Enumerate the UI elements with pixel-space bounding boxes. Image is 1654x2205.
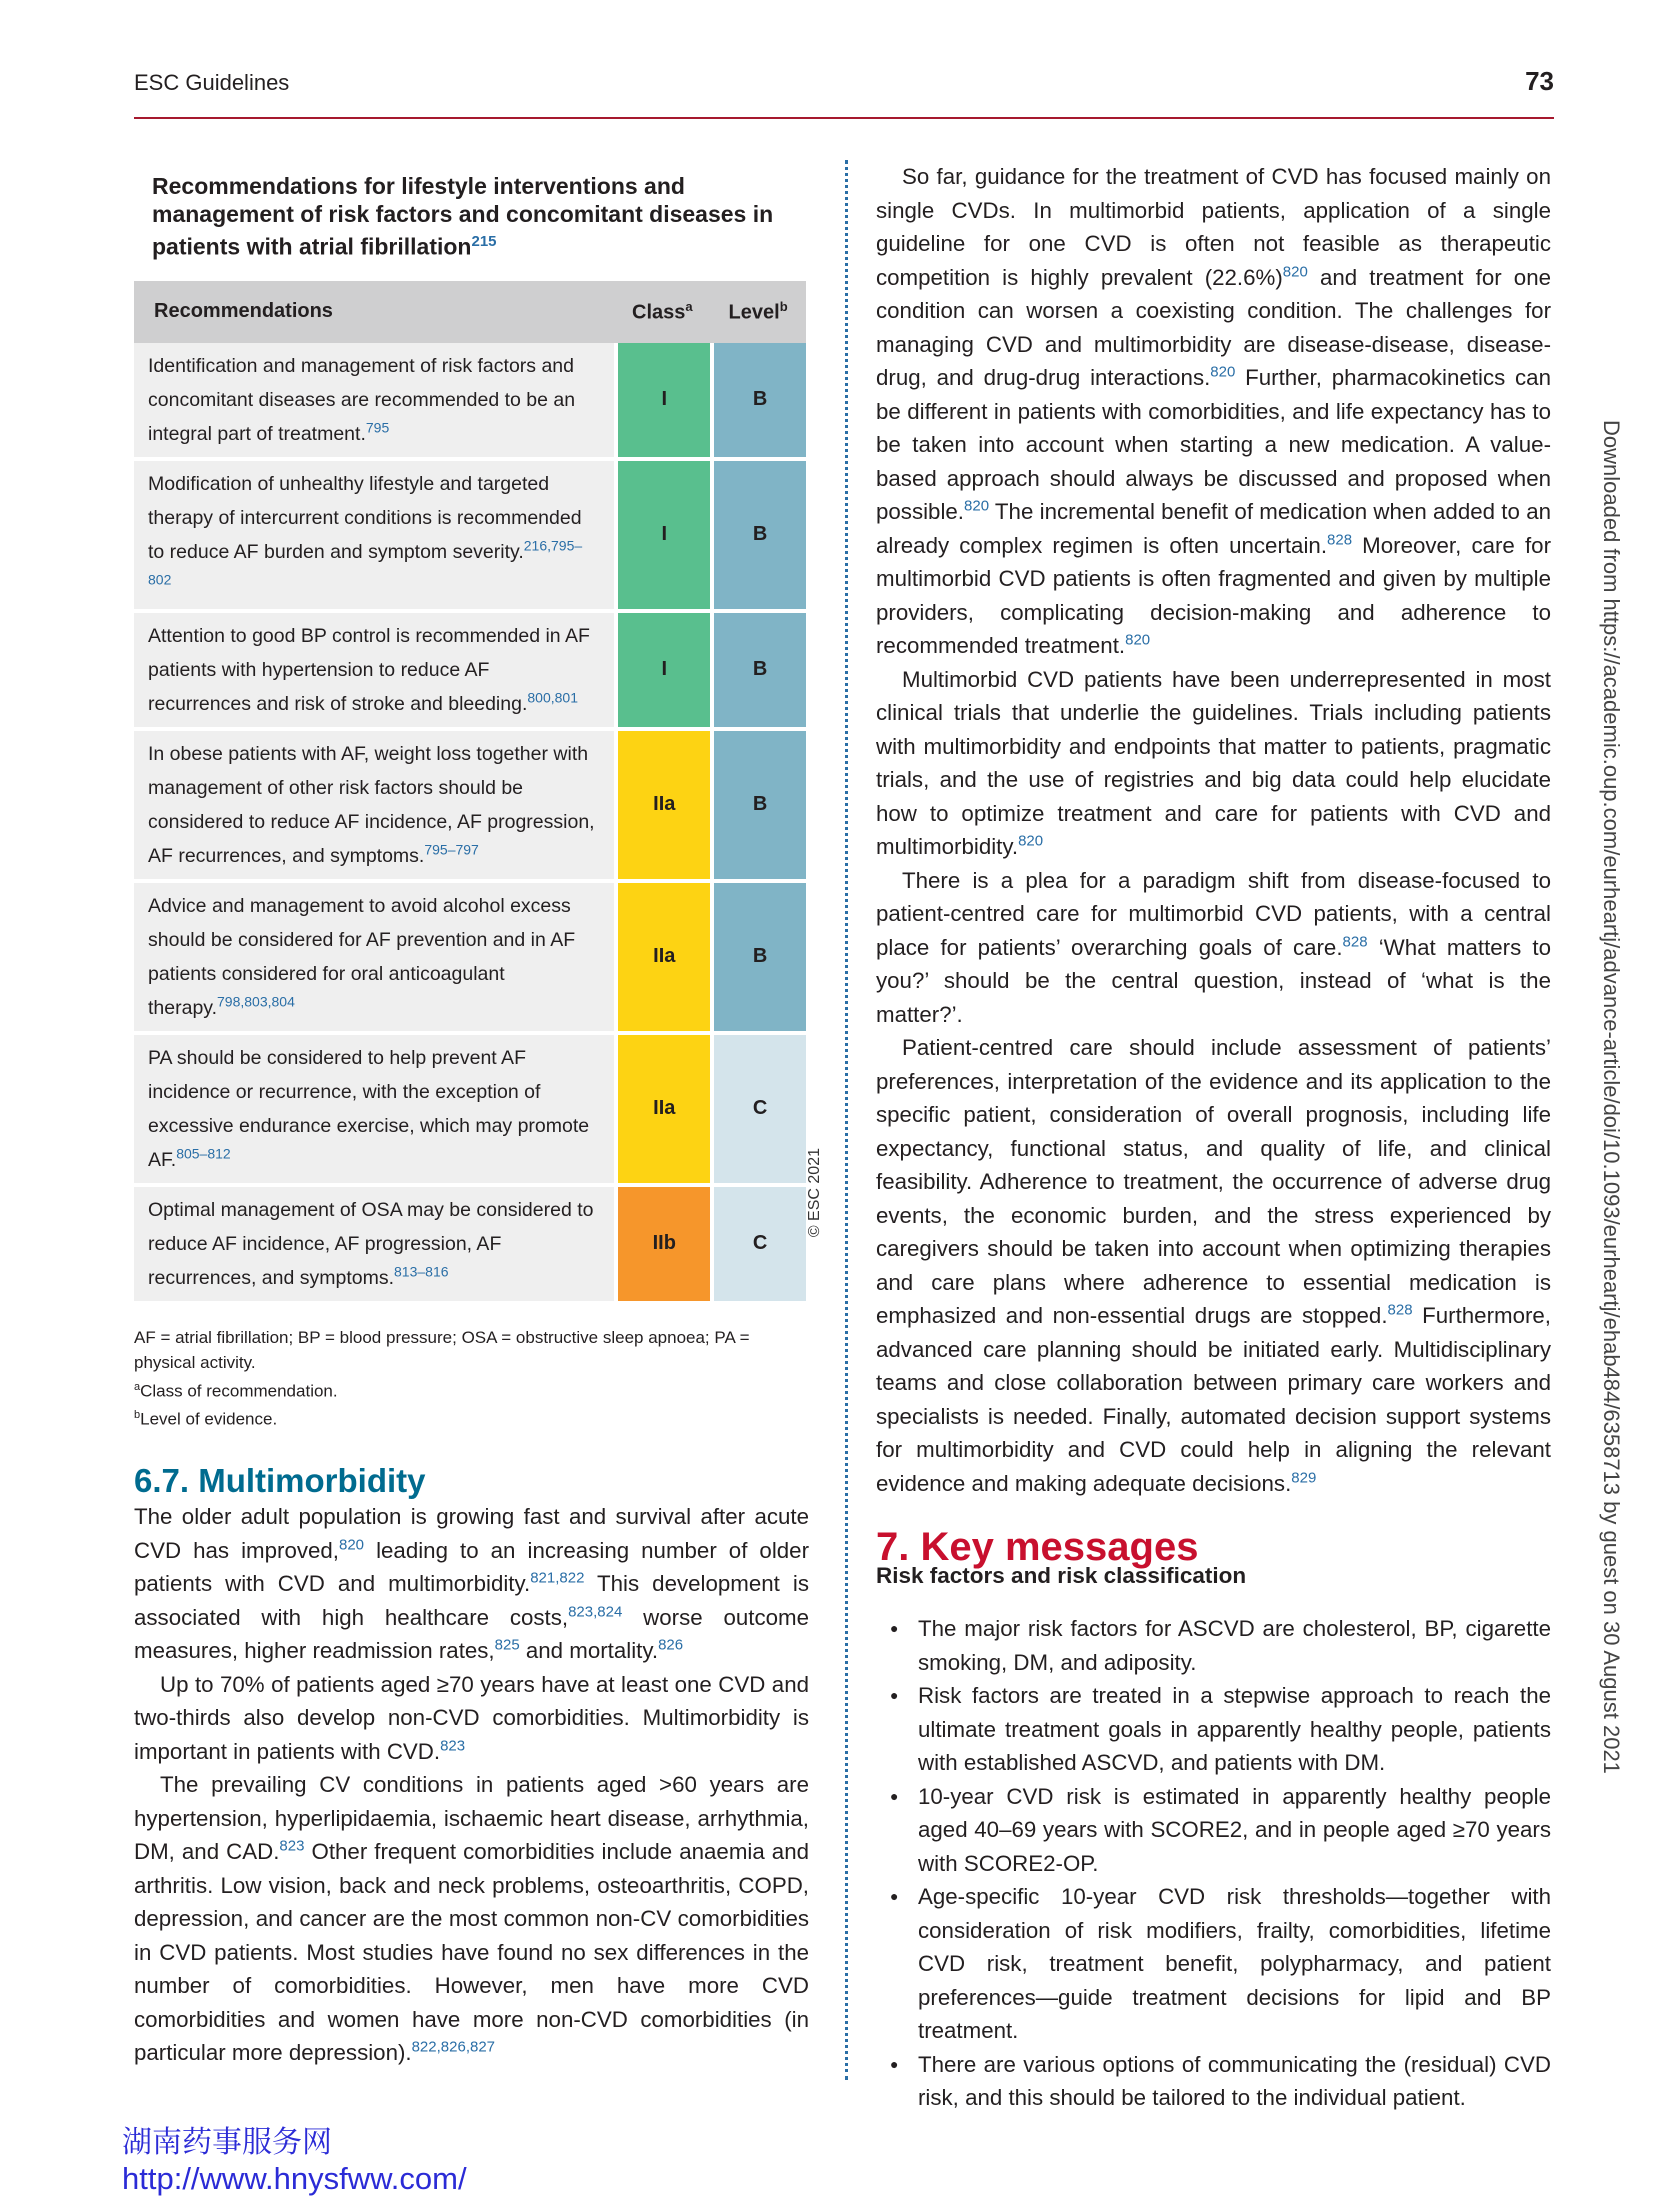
footnote-b-mark: b [134, 1409, 141, 1422]
download-side-note [1598, 420, 1628, 1820]
right-column [876, 160, 1551, 1500]
footnote-a-text: Class of recommendation. [140, 1381, 338, 1401]
citation-ref[interactable]: 795–797 [424, 841, 479, 858]
left-column [134, 160, 809, 1432]
table-row [134, 613, 806, 731]
watermark-site-name: 湖南药事服务网 [122, 2125, 332, 2160]
table-header-row [134, 281, 806, 343]
citation-ref[interactable]: 820 [1018, 832, 1044, 850]
table-row [134, 883, 806, 1035]
citation-ref[interactable]: 823 [279, 1837, 305, 1855]
recommendation-text-body: Identification and management of risk factors and concomitant diseases are recommended to be an integral part of treatment. [148, 354, 576, 445]
header-level-sup: b [779, 298, 788, 314]
rec-table-title-text: Recommendations for lifestyle interventions and management of risk factors and concomitant diseases in patients with atrial fibrillation [152, 173, 774, 260]
level-cell: B [710, 883, 806, 1035]
recommendation-text [134, 731, 614, 883]
class-cell: I [614, 613, 710, 731]
header-level-label: Level [728, 301, 780, 324]
recommendation-text-body: Modification of unhealthy lifestyle and targeted therapy of intercurrent conditions is recommended to reduce AF burden and symptom severity. [148, 472, 582, 563]
section-heading-key-messages: 7. Key messages [876, 1525, 1199, 1570]
citation-ref[interactable]: 825 [494, 1636, 520, 1654]
class-cell: I [614, 461, 710, 613]
citation-ref[interactable]: 828 [1342, 933, 1368, 951]
citation-ref[interactable]: 828 [1387, 1301, 1413, 1319]
class-cell: IIa [614, 883, 710, 1035]
level-cell: B [710, 613, 806, 731]
paragraph: The prevailing CV conditions in patients aged >60 years are hypertension, hyperlipidaemia, ischaemic heart disease, arrhythmia, DM, and CAD.$^{823}$ Other frequent comorbidities include anaemia and arthritis. Low vision, back and neck problems, osteoarthritis, COPD, depression, and cancer are the most common non-CV comorbidities in CVD patients. Most studies have found no sex differences in the number of comorbidities. However, men have more CVD comorbidities and women have more non-CVD comorbidities (in particular more depression).$^{822,826,827}$ [134, 1772, 809, 2065]
recommendation-text [134, 1035, 614, 1187]
level-cell: B [710, 461, 806, 613]
header-level [710, 281, 806, 343]
citation-ref[interactable]: 820 [1282, 263, 1308, 281]
table-row [134, 731, 806, 883]
subheading-risk-factors: Risk factors and risk classification [876, 1563, 1247, 1588]
esc-stamp-text: © ESC 2021 [806, 1148, 823, 1238]
citation-ref[interactable]: 798,803,804 [217, 993, 295, 1010]
citation-ref[interactable]: 821,822 [530, 1569, 585, 1587]
citation-ref[interactable]: 820 [964, 497, 990, 515]
footnote-b [134, 1403, 794, 1432]
list-item: ● The major risk factors for ASCVD are cholesterol, BP, cigarette smoking, DM, and adiposity. [876, 1612, 1551, 1679]
citation-ref[interactable]: 820 [1125, 631, 1151, 649]
recommendations-table [134, 281, 806, 1305]
page-number: 73 [1525, 66, 1554, 96]
level-cell: C [710, 1187, 806, 1305]
citation-ref[interactable]: 829 [1291, 1469, 1317, 1487]
citation-ref[interactable]: 820 [339, 1536, 365, 1554]
key-messages-list [876, 1612, 1551, 2115]
section-heading-multimorbidity: 6.7. Multimorbidity [134, 1462, 426, 1499]
paragraph: Up to 70% of patients aged ≥70 years have at least one CVD and two-thirds also develop non-CVD comorbidities. Multimorbidity is important in patients with CVD.$^{823}$ [134, 1671, 809, 1764]
header-recommendations: Recommendations [134, 281, 614, 343]
footnote-a-mark: a [134, 1380, 141, 1393]
footnote-abbreviations: AF = atrial fibrillation; BP = blood pressure; OSA = obstructive sleep apnoea; PA = physical activity. [134, 1327, 750, 1372]
recommendation-text [134, 461, 614, 613]
header-class [614, 281, 710, 343]
citation-ref[interactable]: 823 [440, 1737, 466, 1755]
recommendation-text [134, 883, 614, 1035]
site-watermark [122, 2125, 467, 2197]
list-item: ● Risk factors are treated in a stepwise approach to reach the ultimate treatment goals in apparently healthy people, patients with established ASCVD, and patients with DM. [876, 1679, 1551, 1780]
citation-ref[interactable]: 828 [1327, 531, 1353, 549]
citation-ref[interactable]: 820 [1210, 363, 1236, 381]
list-item: ● There are various options of communicating the (residual) CVD risk, and this should be tailored to the individual patient. [876, 2048, 1551, 2115]
recommendation-text-body: Advice and management to avoid alcohol excess should be considered for AF prevention and in AF patients considered for oral anticoagulant therapy. [148, 894, 576, 1019]
citation-ref[interactable]: 822,826,827 [411, 2038, 496, 2056]
level-cell: B [710, 343, 806, 461]
paragraph: So far, guidance for the treatment of CVD has focused mainly on single CVDs. In multimorbid patients, application of a single guideline for one CVD is often not feasible as therapeutic competition is highly prevalent (22.6%)$^{820}$ and treatment for one condition can worsen a coexisting condition. The challenges for managing CVD and multimorbidity are disease-disease, disease-drug, and drug-drug interactions.$^{820}$ Further, pharmacokinetics can be different in patients with comorbidities, and life expectancy has to be taken into account when starting a new medication. A value-based approach should always be discussed and proposed when possible.$^{820}$ The incremental benefit of medication when added to an already complex regimen is often uncertain.$^{828}$ Moreover, care for multimorbid CVD patients is often fragmented and given by multiple providers, complicating decision-making and adherence to recommended treatment.$^{820}$ [876, 164, 1551, 658]
level-cell: B [710, 731, 806, 883]
table-row [134, 1035, 806, 1187]
recommendation-text-body: Attention to good BP control is recommended in AF patients with hypertension to reduce AF recurrences and risk of stroke and bleeding. [148, 624, 590, 715]
paragraph: The older adult population is growing fast and survival after acute CVD has improved,$^{820}$ leading to an increasing number of older patients with CVD and multimorbidity.$^{821,822}$ This development is associated with high healthcare costs,$^{823,824}$ worse outcome measures, higher readmission rates,$^{825}$ and mortality.$^{826}$ [134, 1504, 810, 1663]
citation-ref[interactable]: 823,824 [568, 1603, 623, 1621]
paragraph: Patient-centred care should include assessment of patients’ preferences, interpretation of the evidence and its application to the specific patient, consideration of overall prognosis, including life expectancy, functional status, and quality of life, and clinical feasibility. Adherence to treatment, the occurrence of adverse drug events, the economic burden, and the stress experienced by caregivers should be taken into account when optimizing therapies and care plans where adherence to essential medication is emphasized and non-essential drugs are stopped.$^{828}$ Furthermore, advanced care planning should be initiated early. Multidisciplinary teams and close collaboration between primary care workers and specialists is needed. Finally, automated decision support systems for multimorbidity and CVD could help in aligning the relevant evidence and making adequate decisions.$^{829}$ [876, 1035, 1551, 1496]
journal-header: ESC Guidelines [134, 70, 290, 95]
paragraph: There is a plea for a paradigm shift from disease-focused to patient-centred care for multimorbid CVD patients, with a central place for patients’ overarching goals of care.$^{828}$ ‘What matters to you?’ should be the central question, instead of ‘what is the matter?’. [876, 867, 1551, 1027]
table-row [134, 1187, 806, 1305]
table-row [134, 343, 806, 461]
recommendation-text [134, 343, 614, 461]
recommendation-text [134, 1187, 614, 1305]
list-item: ● Age-specific 10-year CVD risk thresholds—together with consideration of risk modifiers, frailty, comorbidities, lifetime CVD risk, treatment benefit, polypharmacy, and patient preferences—guide treatment decisions for lipid and BP treatment. [876, 1880, 1551, 2048]
column-divider [845, 160, 848, 2080]
multimorbidity-body-left [134, 1500, 809, 2070]
recommendation-text-body: PA should be considered to help prevent AF incidence or recurrence, with the exception of excessive endurance exercise, which may promote AF. [148, 1046, 590, 1171]
class-cell: IIb [614, 1187, 710, 1305]
citation-ref[interactable]: 800,801 [527, 689, 578, 706]
citation-ref[interactable]: 805–812 [176, 1145, 231, 1162]
watermark-url-link[interactable]: http://www.hnysfww.com/ [122, 2161, 467, 2196]
table-row [134, 461, 806, 613]
footnote-a [134, 1375, 794, 1404]
level-cell: C [710, 1035, 806, 1187]
class-cell: IIa [614, 1035, 710, 1187]
header-class-label: Class [632, 301, 686, 324]
class-cell: IIa [614, 731, 710, 883]
paragraph: Multimorbid CVD patients have been underrepresented in most clinical trials that underlie the guidelines. Trials including patients with multimorbidity and endpoints that matter to patients, pragmatic trials, and the use of registries and big data could help elucidate how to optimize treatment and care for patients with CVD and multimorbidity.$^{820}$ [876, 666, 1551, 859]
download-side-note-text[interactable]: Downloaded from https://academic.oup.com/eurheartj/advance-article/doi/10.1093/eurheartj/ehab484/6358713 by guest on 30 August 2021 [1599, 420, 1624, 1774]
citation-ref[interactable]: 795 [365, 419, 390, 436]
table-body [134, 343, 806, 1305]
table-footnotes [134, 1325, 794, 1432]
header-rule [134, 117, 1554, 119]
citation-ref[interactable]: 216,795–802 [148, 537, 583, 588]
class-cell: I [614, 343, 710, 461]
rec-table-title [152, 172, 792, 261]
citation-ref[interactable]: 826 [658, 1636, 684, 1654]
recommendation-text-body: Optimal management of OSA may be considered to reduce AF incidence, AF progression, AF recurrences, and symptoms. [148, 1198, 594, 1289]
rec-table-title-ref[interactable]: 215 [471, 233, 497, 250]
citation-ref[interactable]: 813–816 [394, 1263, 449, 1280]
esc-copyright-stamp [806, 1148, 836, 1258]
recommendation-text [134, 613, 614, 731]
header-class-sup: a [685, 298, 693, 314]
recommendation-text-body: In obese patients with AF, weight loss together with management of other risk factors should be considered to reduce AF incidence, AF progression, AF recurrences, and symptoms. [148, 742, 595, 867]
list-item: ● 10-year CVD risk is estimated in apparently healthy people aged 40–69 years with SCORE2, and in people aged ≥70 years with SCORE2-OP. [876, 1780, 1551, 1881]
footnote-b-text: Level of evidence. [140, 1409, 278, 1429]
